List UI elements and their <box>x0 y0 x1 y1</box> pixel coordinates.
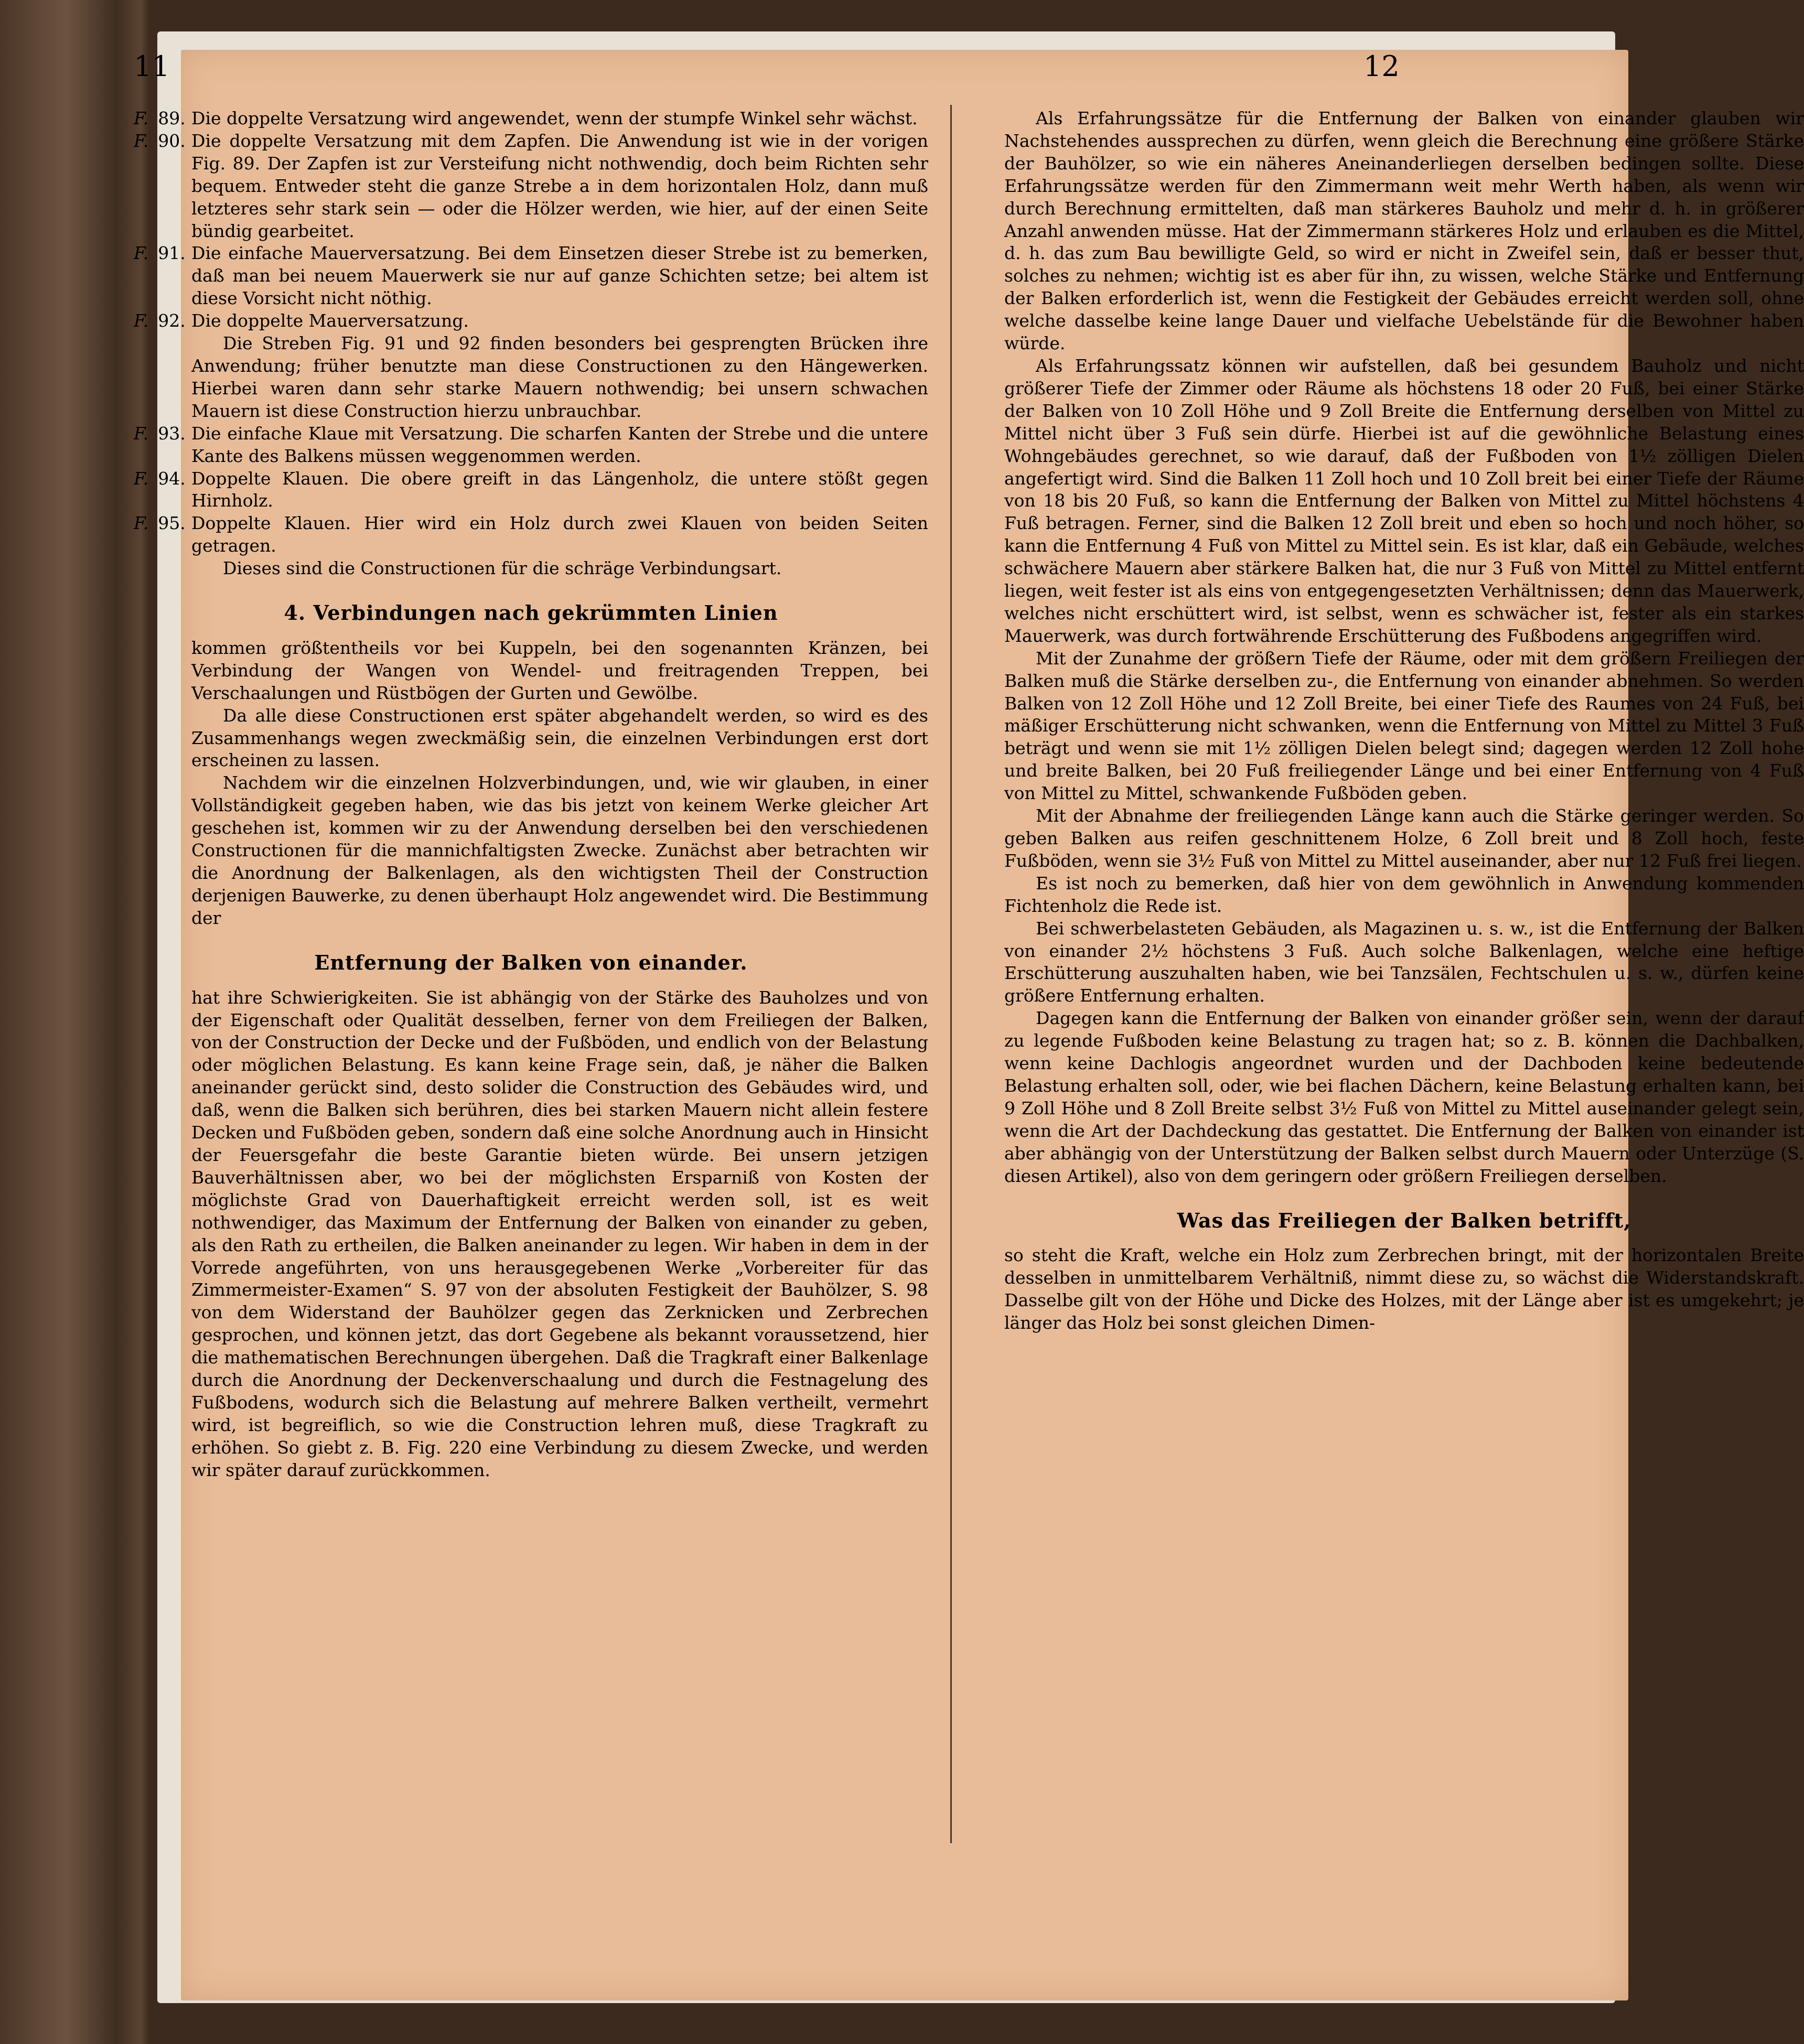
paragraph: Als Erfahrungssatz können wir aufstellen, daß bei gesundem Bauholz und nicht größerer Tiefe der Zimmer oder Räume als höchstens 18 oder 20 Fuß, bei einer Stärke der Balken von 10 Zoll Höhe und 9 Zoll Breite die Entfernung derselben von Mittel zu Mittel nicht über 3 Fuß sein dürfe. Hierbei ist auf die gewöhnliche Belastung eines Wohngebäudes gerechnet, so wie darauf, daß der Fußboden von 1½ zölligen Dielen angefertigt wird. Sind die Balken 11 Zoll hoch und 10 Zoll breit bei einer Tiefe der Räume von 18 bis 20 Fuß, so kann die Entfernung der Balken von Mittel zu Mittel höchstens 4 Fuß betragen. Ferner, sind die Balken 12 Zoll breit und eben so hoch und noch höher, so kann die Entfernung 4 Fuß von Mittel zu Mittel sein. Es ist klar, daß ein Gebäude, welches schwächere Mauern aber stärkere Balken hat, die nur 3 Fuß von Mittel zu Mittel entfernt liegen, weit fester ist als eins von entgegengesetzten Verhältnissen; denn das Mauerwerk, welches nicht erschüttert wird, ist selbst, wenn es schwächer ist, fester als ein starkes Mauerwerk, was durch fortwährende Erschütterung des Fußbodens angegriffen wird. <box>1004 355 1804 646</box>
figure-label: F. 95. <box>134 513 186 534</box>
figure-text: Doppelte Klauen. Die obere greift in das Längenholz, die untere stößt gegen Hirnholz. <box>191 468 928 511</box>
column-divider <box>950 105 952 1843</box>
figure-text: Die doppelte Versatzung mit dem Zapfen. Die Anwendung ist wie in der vorigen Fig. 89. Der Zapfen ist zur Versteifung nicht nothwendig, doch beim Richten sehr bequem. Entweder steht die ganze Strebe a in dem horizontalen Holz, dann muß letzteres sehr stark sein — oder die Hölzer werden, wie hier, auf der einen Seite bündig gearbeitet. <box>191 130 928 241</box>
paragraph: Mit der Zunahme der größern Tiefe der Räume, oder mit dem größern Freiliegen der Balken muß die Stärke derselben zu-, die Entfernung von einander abnehmen. So werden Balken von 12 Zoll Höhe und 12 Zoll Breite, bei einer Tiefe des Raumes von 24 Fuß, bei mäßiger Erschütterung nicht schwanken, wenn die Entfernung von Mittel zu Mittel 3 Fuß beträgt und wenn sie mit 1½ zölligen Dielen belegt sind; dagegen werden 12 Zoll hohe und breite Balken, bei 20 Fuß freiliegender Länge und bei einer Entfernung von 4 Fuß von Mittel zu Mittel, schwankende Fußböden geben. <box>1004 648 1804 804</box>
right-column <box>1004 107 1804 1335</box>
paragraph: Nachdem wir die einzelnen Holzverbindungen, und, wie wir glauben, in einer Vollständigkeit gegeben haben, wie das bis jetzt von keinem Werke gleicher Art geschehen ist, kommen wir zu der Anwendung derselben bei den verschiedenen Constructionen für die mannichfaltigsten Zwecke. Zunächst aber betrachten wir die Anordnung der Balkenlagen, als den wichtigsten Theil der Construction derjenigen Bauwerke, zu denen überhaupt Holz angewendet wird. Die Bestimmung der <box>191 772 928 928</box>
left-column <box>134 107 928 1482</box>
paragraph: kommen größtentheils vor bei Kuppeln, bei den sogenannten Kränzen, bei Verbindung der Wangen von Wendel- und freitragenden Treppen, bei Verschaalungen und Rüstbögen der Gurten und Gewölbe. <box>191 637 928 703</box>
figure-label: F. 90. <box>134 130 186 151</box>
paragraph: Mit der Abnahme der freiliegenden Länge kann auch die Stärke geringer werden. So geben Balken aus reifen geschnittenem Holze, 6 Zoll breit und 8 Zoll hoch, feste Fußböden, wenn sie 3½ Fuß von Mittel zu Mittel auseinander, aber nur 12 Fuß frei liegen. <box>1004 805 1804 871</box>
page-number-left: 11 <box>134 50 170 83</box>
figure-entry <box>134 107 928 130</box>
paragraph: so steht die Kraft, welche ein Holz zum Zerbrechen bringt, mit der horizontalen Breite desselben in unmittelbarem Verhältniß, nimmt diese zu, so wächst die Widerstandskraft. Dasselbe gilt von der Höhe und Dicke des Holzes, mit der Länge aber ist es umgekehrt; je länger das Holz bei sonst gleichen Dimen- <box>1004 1245 1804 1333</box>
figure-label: F. 92. <box>134 310 186 331</box>
figure-text: Die einfache Mauerversatzung. Bei dem Einsetzen dieser Strebe ist zu bemerken, daß man bei neuem Mauerwerk sie nur auf ganze Schichten setze; bei altem ist diese Vorsicht nicht nöthig. <box>191 243 928 309</box>
figure-label: F. 93. <box>134 423 186 444</box>
section-heading: Entfernung der Balken von einander. <box>314 950 748 974</box>
figure-entry <box>134 468 928 513</box>
paragraph: Da alle diese Constructionen erst später abgehandelt werden, so wird es des Zusammenhangs wegen zweckmäßig sein, die einzelnen Verbindungen erst dort erscheinen zu lassen. <box>191 705 928 771</box>
figure-text: Die doppelte Mauerversatzung. <box>191 310 469 331</box>
figure-entry <box>134 242 928 310</box>
figure-entry <box>134 423 928 468</box>
section-heading: 4. Verbindungen nach gekrümmten Linien <box>284 601 778 625</box>
paragraph: Dagegen kann die Entfernung der Balken von einander größer sein, wenn der darauf zu legende Fußboden keine Belastung zu tragen hat; so z. B. können die Dachbalken, wenn keine Dachlogis angeordnet wurden und der Dachboden keine bedeutende Belastung erhalten soll, oder, wie bei flachen Dächern, keine Belastung erhalten kann, bei 9 Zoll Höhe und 8 Zoll Breite selbst 3½ Fuß von Mittel zu Mittel auseinander gelegt sein, wenn die Art der Dachdeckung das gestattet. Die Entfernung der Balken von einander ist aber abhängig von der Unterstützung der Balken selbst durch Mauern oder Unterzüge (S. diesen Artikel), also von dem geringern oder größern Freiliegen derselben. <box>1004 1008 1804 1186</box>
figure-entry <box>134 130 928 243</box>
closing-paragraph: Dieses sind die Constructionen für die schräge Verbindungsart. <box>223 558 782 579</box>
figure-entry <box>134 512 928 557</box>
figure-entry <box>134 310 928 332</box>
figure-label: F. 91. <box>134 243 186 264</box>
page-number-right: 12 <box>1363 50 1400 83</box>
figure-text: Die einfache Klaue mit Versatzung. Die scharfen Kanten der Strebe und die untere Kante des Balkens müssen weggenommen werden. <box>191 423 928 466</box>
paragraph: Bei schwerbelasteten Gebäuden, als Magazinen u. s. w., ist die Entfernung der Balken von einander 2½ höchstens 3 Fuß. Auch solche Balkenlagen, welche eine heftige Erschütterung auszuhalten haben, wie bei Tanzsälen, Fechtschulen u. s. w., dürfen keine größere Entfernung erhalten. <box>1004 918 1804 1006</box>
figure-text: Die doppelte Versatzung wird angewendet, wenn der stumpfe Winkel sehr wächst. <box>191 108 918 128</box>
figure-label: F. 89. <box>134 108 186 128</box>
section-heading: Was das Freiliegen der Balken betrifft, <box>1177 1208 1631 1232</box>
figure-label: F. 94. <box>134 468 186 489</box>
paragraph: Als Erfahrungssätze für die Entfernung der Balken von einander glauben wir Nachstehendes aussprechen zu dürfen, wenn gleich die Berechnung eine größere Stärke der Bauhölzer, so wie ein näheres Aneinanderliegen derselben bedingen sollte. Diese Erfahrungssätze werden für den Zimmermann weit mehr Werth haben, als wenn wir durch Berechnung ermittelten, daß man stärkeres Bauholz und mehr d. h. in größerer Anzahl anwenden müsse. Hat der Zimmermann stärkeres Holz und erlauben es die Mittel, d. h. das zum Bau bewilligte Geld, so wird er nicht in Zweifel sein, daß er besser thut, solches zu nehmen; wichtig ist es aber für ihn, zu wissen, welche Stärke und Entfernung der Balken erforderlich ist, wenn die Festigkeit der Gebäudes erreicht werden soll, ohne welche dasselbe keine lange Dauer und vielfache Uebelstände für die Bewohner haben würde. <box>1004 108 1804 354</box>
figure-text: Doppelte Klauen. Hier wird ein Holz durch zwei Klauen von beiden Seiten getragen. <box>191 513 928 556</box>
paragraph: hat ihre Schwierigkeiten. Sie ist abhängig von der Stärke des Bauholzes und von der Eigenschaft oder Qualität desselben, ferner von dem Freiliegen der Balken, von der Construction der Decke und der Fußböden, und endlich von der Belastung oder möglichen Belastung. Es kann keine Frage sein, daß, je näher die Balken aneinander gerückt sind, desto solider die Construction des Gebäudes wird, und daß, wenn die Balken sich berühren, dies bei starken Mauern nicht allein festere Decken und Fußböden geben, sondern daß eine solche Anordnung auch in Hinsicht der Feuersgefahr die beste Garantie bieten würde. Bei unsern jetzigen Bauverhältnissen aber, wo bei der möglichsten Ersparniß von Kosten der möglichste Grad von Dauerhaftigkeit erreicht werden soll, ist es weit nothwendiger, das Maximum der Entfernung der Balken von einander zu geben, als den Rath zu ertheilen, die Balken aneinander zu legen. Wir haben in dem in der Vorrede angeführten, von uns herausgegebenen Werke „Vorbereiter für das Zimmermeister-Examen“ S. 97 von der absoluten Festigkeit der Bauhölzer, S. 98 von dem Widerstand der Bauhölzer gegen das Zerknicken und Zerbrechen gesprochen, und können jetzt, das dort Gegebene als bekannt voraussetzend, hier die mathematischen Berechnungen übergehen. Daß die Tragkraft einer Balkenlage durch die Anordnung der Deckenverschaalung und durch die Festnagelung des Fußbodens, wodurch sich die Belastung auf mehrere Balken vertheilt, vermehrt wird, ist begreiflich, so wie die Construction lehren muß, diese Tragkraft zu erhöhen. So giebt z. B. Fig. 220 eine Verbindung zu diesem Zwecke, und werden wir später darauf zurückkommen. <box>191 987 928 1480</box>
figure-note: Die Streben Fig. 91 und 92 finden besonders bei gesprengten Brücken ihre Anwendung; früher benutzte man diese Constructionen zu den Hängewerken. Hierbei waren dann sehr starke Mauern nothwendig; bei unsern schwachen Mauern ist diese Construction hierzu unbrauchbar. <box>191 333 928 421</box>
paragraph: Es ist noch zu bemerken, daß hier von dem gewöhnlich in Anwendung kommenden Fichtenholz die Rede ist. <box>1004 873 1804 916</box>
